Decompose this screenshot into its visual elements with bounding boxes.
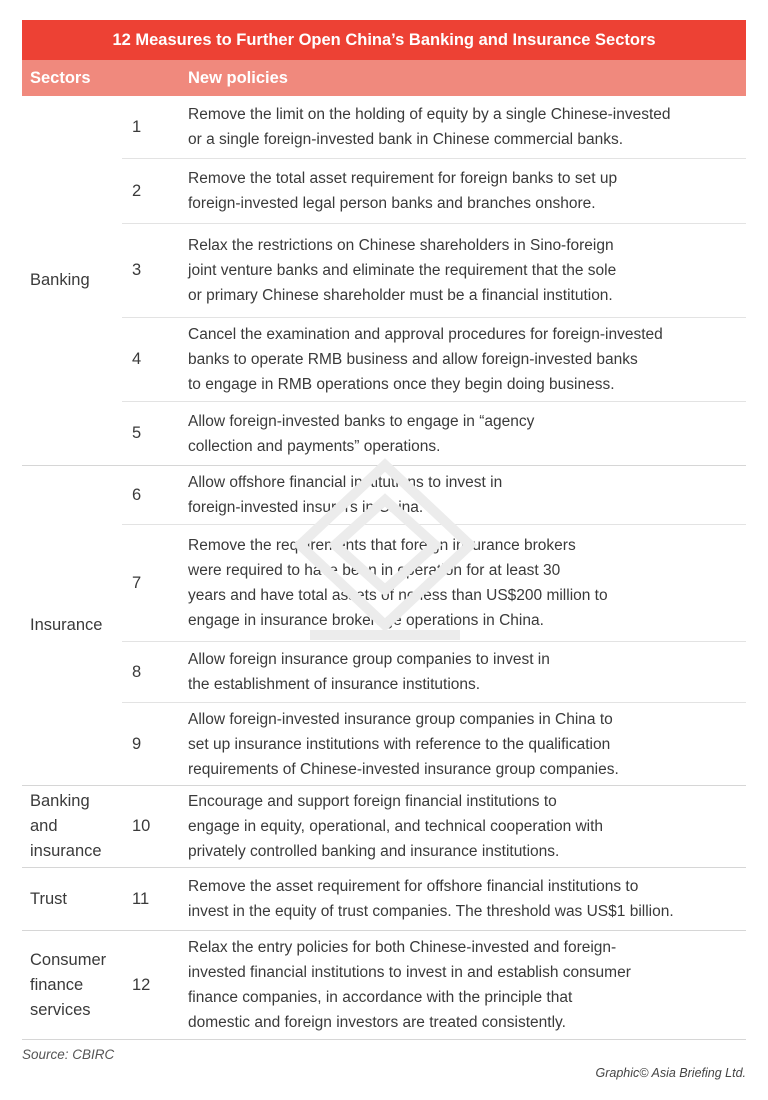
- policy-line: invested financial institutions to invest in and establish consumer: [188, 964, 631, 981]
- policy-line: engage in equity, operational, and technical cooperation with: [188, 818, 604, 835]
- measure-number: 8: [132, 662, 142, 681]
- policy-line: domestic and foreign investors are treated consistently.: [188, 1014, 566, 1031]
- policy-line: Allow foreign insurance group companies to invest in: [188, 651, 550, 668]
- policy-line: the establishment of insurance institutions.: [188, 676, 481, 693]
- measure-number: 4: [132, 350, 142, 368]
- header-policies: New policies: [188, 69, 288, 87]
- table-bottom-border: [22, 1039, 746, 1040]
- policy-text: [188, 642, 746, 702]
- policy-lines: [188, 789, 603, 864]
- policy-rows: [122, 466, 746, 785]
- table-row: [122, 641, 746, 702]
- sector-label: [22, 931, 122, 1039]
- table-row: [122, 466, 746, 524]
- table-row: [122, 401, 746, 465]
- graphic-credit: Graphic© Asia Briefing Ltd.: [595, 1066, 746, 1080]
- measure-number: 10: [132, 817, 151, 835]
- table-row: [122, 524, 746, 641]
- source-note: Source: CBIRC: [22, 1047, 115, 1062]
- policy-rows: [122, 96, 746, 465]
- policy-lines: [188, 707, 619, 782]
- policy-line: foreign-invested legal person banks and branches onshore.: [188, 195, 596, 212]
- policy-text: [188, 786, 746, 867]
- table-row: [122, 702, 746, 785]
- policy-text: [188, 402, 746, 465]
- policy-lines: [188, 874, 674, 924]
- policy-line: Allow foreign-invested insurance group companies in China to: [188, 710, 613, 728]
- policy-line: banks to operate RMB business and allow foreign-invested banks: [188, 351, 638, 368]
- header-sectors: Sectors: [30, 69, 91, 87]
- policy-rows: [122, 868, 746, 930]
- table-row: [122, 868, 746, 930]
- policy-text: [188, 159, 746, 223]
- policy-line: to engage in RMB operations once they begin doing business.: [188, 376, 615, 393]
- policy-line: finance companies, in accordance with the principle that: [188, 989, 573, 1006]
- policy-line: Relax the restrictions on Chinese shareholders in Sino-foreign: [188, 237, 614, 254]
- policy-line: set up insurance institutions with reference to the qualification: [188, 735, 611, 753]
- measure-number: 9: [132, 734, 142, 753]
- table-row: [122, 786, 746, 867]
- table-body: [22, 96, 746, 1039]
- policy-table: [22, 20, 746, 1040]
- table-row: [122, 158, 746, 223]
- table-header: [22, 60, 746, 96]
- policy-line: foreign-invested insurers in China.: [188, 499, 424, 516]
- policy-text: [188, 868, 746, 930]
- sector-group: [22, 867, 746, 930]
- policy-line: Remove the limit on the holding of equity by a single Chinese-invested: [188, 106, 671, 123]
- table-row: [122, 931, 746, 1039]
- policy-lines: [188, 102, 671, 152]
- measure-number: 5: [132, 424, 142, 442]
- policy-lines: [188, 533, 608, 633]
- policy-line: were required to have been in operation for at least 30: [188, 562, 561, 579]
- policy-text: [188, 96, 746, 158]
- policy-lines: [188, 166, 617, 216]
- measure-number: 2: [132, 181, 142, 200]
- policy-line: Remove the requirements that foreign insurance brokers: [188, 537, 576, 554]
- policy-lines: [188, 647, 550, 697]
- table-title: 12 Measures to Further Open China’s Banking and Insurance Sectors: [22, 20, 746, 60]
- table-row: [122, 96, 746, 158]
- policy-line: or a single foreign-invested bank in Chinese commercial banks.: [188, 131, 624, 148]
- policy-line: Allow foreign-invested banks to engage in “agency: [188, 412, 535, 430]
- policy-text: [188, 931, 746, 1039]
- policy-text: [188, 224, 746, 317]
- policy-line: requirements of Chinese-invested insurance group companies.: [188, 760, 619, 778]
- policy-line: joint venture banks and eliminate the requirement that the sole: [188, 262, 617, 279]
- measure-number: 6: [132, 485, 142, 504]
- policy-line: Relax the entry policies for both Chinese-invested and foreign-: [188, 939, 617, 956]
- sector-label: [22, 466, 122, 785]
- sector-label-text: Banking and insurance: [30, 792, 102, 860]
- sector-label: [22, 786, 122, 867]
- policy-line: invest in the equity of trust companies. The threshold was US$1 billion.: [188, 903, 674, 920]
- table-row: [122, 317, 746, 401]
- policy-text: [188, 466, 746, 524]
- policy-line: Allow offshore financial institutions to invest in: [188, 474, 503, 491]
- sector-group: [22, 465, 746, 785]
- policy-text: [188, 318, 746, 401]
- policy-lines: [188, 233, 616, 308]
- policy-line: collection and payments” operations.: [188, 437, 441, 455]
- sector-label-text: Insurance: [30, 616, 103, 634]
- sector-label-text: Trust: [30, 889, 67, 908]
- policy-lines: [188, 470, 502, 520]
- sector-label: [22, 868, 122, 930]
- policy-line: engage in insurance brokerage operations in China.: [188, 612, 544, 629]
- policy-text: [188, 703, 746, 785]
- policy-rows: [122, 931, 746, 1039]
- policy-rows: [122, 786, 746, 867]
- sector-group: [22, 96, 746, 465]
- sector-label: [22, 96, 122, 465]
- measure-number: 11: [132, 889, 150, 908]
- measure-number: 1: [132, 117, 142, 136]
- measure-number: 12: [132, 975, 151, 994]
- policy-line: Cancel the examination and approval procedures for foreign-invested: [188, 326, 663, 343]
- measure-number: 3: [132, 261, 142, 279]
- policy-line: or primary Chinese shareholder must be a financial institution.: [188, 287, 613, 304]
- policy-line: Encourage and support foreign financial institutions to: [188, 793, 557, 810]
- policy-line: privately controlled banking and insurance institutions.: [188, 843, 560, 860]
- sector-group: [22, 785, 746, 867]
- policy-line: years and have total assets of no less than US$200 million to: [188, 587, 608, 604]
- policy-line: Remove the asset requirement for offshore financial institutions to: [188, 878, 639, 895]
- sector-label-text: Consumer finance services: [30, 950, 107, 1019]
- sector-group: [22, 930, 746, 1039]
- measure-number: 7: [132, 573, 142, 592]
- table-row: [122, 223, 746, 317]
- policy-lines: [188, 409, 534, 459]
- policy-line: Remove the total asset requirement for foreign banks to set up: [188, 170, 618, 187]
- policy-lines: [188, 322, 663, 397]
- sector-label-text: Banking: [30, 271, 90, 289]
- policy-text: [188, 525, 746, 641]
- policy-lines: [188, 935, 631, 1035]
